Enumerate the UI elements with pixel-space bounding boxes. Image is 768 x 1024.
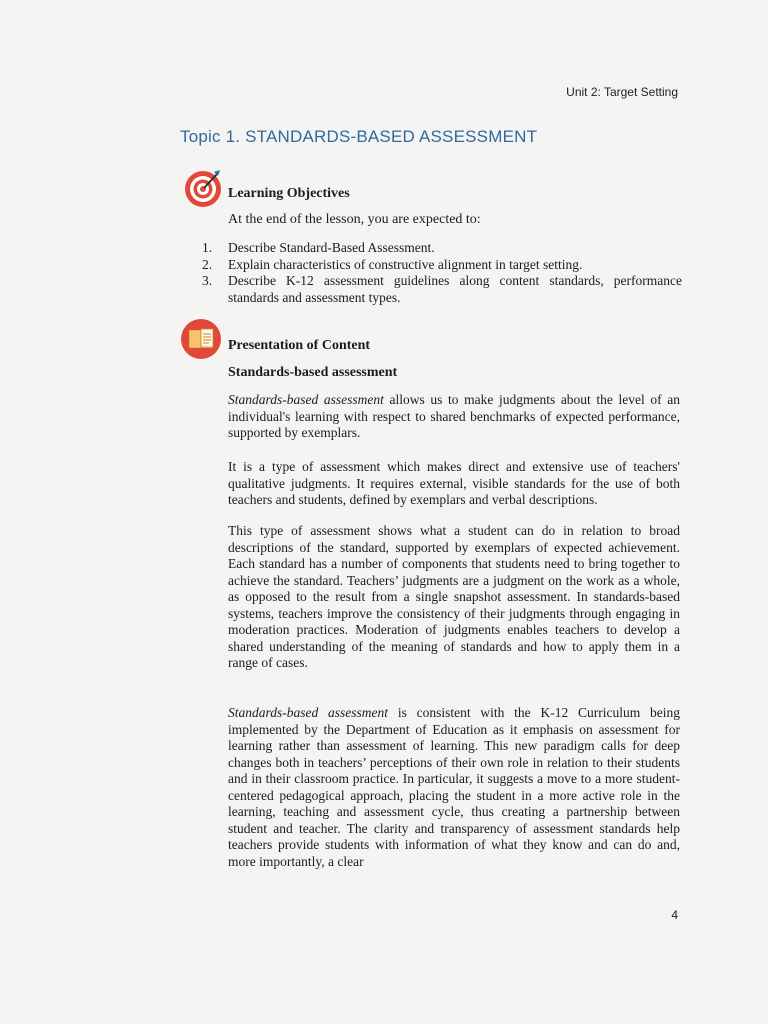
page-number: 4 <box>671 908 678 922</box>
item-text: Describe K-12 assessment guidelines along content standards, performance standards and assessment types. <box>228 273 682 305</box>
objectives-list <box>186 240 682 306</box>
paragraph-1 <box>228 392 680 442</box>
paragraph-text: allows us to make judgments about the level of an individual's learning with respect to shared benchmarks of expected performance, supported by exemplars. <box>228 392 680 440</box>
section-subheading: Standards-based assessment <box>228 365 398 380</box>
item-number: 3. <box>202 273 213 288</box>
topic-title: Topic 1. STANDARDS-BASED ASSESSMENT <box>180 127 538 146</box>
defined-term: Standards-based assessment <box>228 392 384 407</box>
item-number: 2. <box>202 256 213 272</box>
objectives-intro: At the end of the lesson, you are expected to: <box>228 212 481 227</box>
paragraph-text: is consistent with the K-12 Curriculum being implemented by the Department of Education as it emphasis on assessment for learning rather than assessment of learning. This new paradigm calls for deep changes both in teachers’ perceptions of their own role in relation to their students and in their classroom practice. In particular, it suggests a move to a more student-centered pedagogical approach, placing the student in a more active role in the learning, teaching and assessment cycle, thus creating a partnership between student and teacher. The clarity and transparency of assessment standards help teachers provide students with information of what they know and can do and, more importantly, a clear <box>228 705 681 869</box>
item-text: Describe Standard-Based Assessment. <box>228 240 435 255</box>
list-item <box>186 257 682 274</box>
paragraph-3: This type of assessment shows what a student can do in relation to broad descriptions of the standard, supported by exemplars of expected achievement. Each standard has a number of components that students need to bring together to achieve the standard. Teachers’ judgments are a judgment on the work as a whole, as opposed to the result from a single snapshot assessment. In standards-based systems, teachers improve the consistency of their judgments through engaging in moderation practices. Moderation of judgments enables teachers to develop a shared understanding of the meaning of standards and how to apply them in a range of cases. <box>228 523 680 670</box>
list-item <box>186 273 682 306</box>
item-number: 1. <box>202 240 213 255</box>
running-head: Unit 2: Target Setting <box>566 85 678 99</box>
learning-objectives-heading: Learning Objectives <box>228 186 350 201</box>
paragraph-2: It is a type of assessment which makes direct and extensive use of teachers' qualitative judgments. It requires external, visible standards for the use of both teachers and students, defined by exemplars and verbal descriptions. <box>228 459 680 507</box>
item-text: Explain characteristics of constructive alignment in target setting. <box>228 256 583 272</box>
target-icon <box>183 168 223 208</box>
paragraph-4 <box>228 705 680 870</box>
defined-term: Standards-based assessment <box>228 705 389 720</box>
presentation-heading: Presentation of Content <box>228 338 371 353</box>
book-icon <box>180 318 222 360</box>
list-item <box>186 240 682 257</box>
